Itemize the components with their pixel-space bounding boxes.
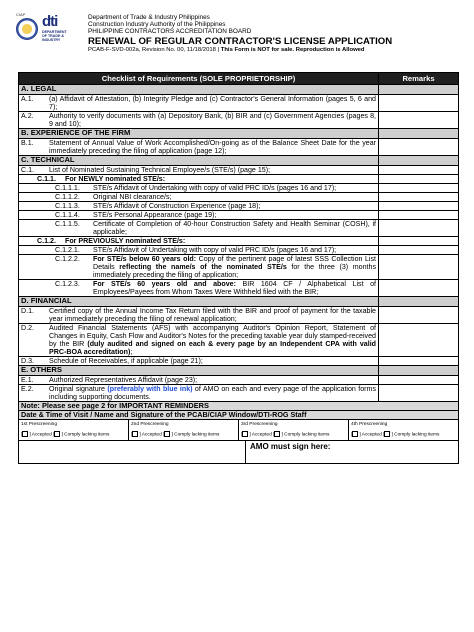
remarks-cell[interactable] bbox=[379, 112, 459, 129]
item-c123: C.1.2.3. For STE/s 60 years old and above: BIR 1604 CF / Alphabetical List of Employees/Payees from Whom Taxes Were Withheld filed with the BIR; bbox=[19, 280, 459, 297]
prescreening-3[interactable]: 3rd Prescreening [ ] Accepted [ ] Comply lacking items bbox=[239, 420, 349, 440]
dept-name: Department of Trade & Industry Philippines bbox=[88, 14, 210, 21]
remarks-cell[interactable] bbox=[379, 95, 459, 112]
item-b1: B.1. Statement of Annual Value of Work Accomplished/On-going as of the Balance Sheet Date for the year immediately preceding the filing of application (page 12); bbox=[19, 139, 459, 156]
remarks-cell[interactable] bbox=[379, 211, 459, 220]
item-e2: E.2. Original signature (preferably with blue ink) of AMO on each and every page of the application forms including supporting documents. bbox=[19, 385, 459, 402]
remarks-header: Remarks bbox=[379, 73, 459, 85]
dti-logo: dti DEPARTMENT OF TRADE & INDUSTRY bbox=[42, 13, 67, 42]
logo-group bbox=[16, 12, 76, 58]
remarks-cell[interactable] bbox=[379, 246, 459, 255]
item-a1: A.1. (a) Affidavit of Attestation, (b) Integrity Pledge and (c) Contractor's General Information (pages 5, 6 and 7); bbox=[19, 95, 459, 112]
checklist-header: Checklist of Requirements (SOLE PROPRIETORSHIP) bbox=[19, 73, 379, 85]
note-row: Note: Please see page 2 for IMPORTANT REMINDERS bbox=[19, 402, 459, 411]
section-others: E. OTHERS bbox=[19, 366, 459, 376]
remarks-cell[interactable] bbox=[379, 255, 459, 280]
item-e1: E.1. Authorized Representatives Affidavit (page 23); bbox=[19, 376, 459, 385]
remarks-cell[interactable] bbox=[379, 237, 459, 246]
remarks-cell[interactable] bbox=[379, 202, 459, 211]
item-c111: C.1.1.1. STE/s Affidavit of Undertaking with copy of valid PRC ID/s (pages 16 and 17); bbox=[19, 184, 459, 193]
checklist-table bbox=[18, 72, 459, 464]
item-d2: D.2. Audited Financial Statements (AFS) with accompanying Auditor's Opinion Report, Statement of Changes in Equity, Cash Flow and Auditor's Notes for the preceding taxable year duly stamped-received by the BIR (duly audited and signed on each & every page by an Independent CPA with valid PRC-BOA accreditation); bbox=[19, 324, 459, 357]
section-financial: D. FINANCIAL bbox=[19, 297, 459, 307]
item-c114: C.1.1.4. STE/s Personal Appearance (page 19); bbox=[19, 211, 459, 220]
item-d3: D.3. Schedule of Receivables, if applicable (page 21); bbox=[19, 357, 459, 366]
prescreening-row bbox=[19, 420, 459, 441]
remarks-cell[interactable] bbox=[379, 139, 459, 156]
amo-signature-field[interactable]: AMO must sign here: bbox=[250, 442, 331, 451]
blank-signature-area[interactable] bbox=[19, 441, 246, 463]
remarks-cell[interactable] bbox=[379, 166, 459, 175]
remarks-cell[interactable] bbox=[379, 280, 459, 297]
prescreening-2[interactable]: 2nd Prescreening [ ] Accepted [ ] Comply lacking items bbox=[129, 420, 239, 440]
remarks-cell[interactable] bbox=[379, 220, 459, 237]
remarks-cell[interactable] bbox=[379, 307, 459, 324]
ciap-seal-text: CIAP bbox=[16, 12, 26, 17]
remarks-cell[interactable] bbox=[379, 193, 459, 202]
remarks-cell[interactable] bbox=[379, 357, 459, 366]
item-c1: C.1. List of Nominated Sustaining Technical Employee/s (STE/s) (page 15); bbox=[19, 166, 459, 175]
form-title: RENEWAL OF REGULAR CONTRACTOR'S LICENSE APPLICATION bbox=[88, 36, 393, 47]
item-c115: C.1.1.5. Certificate of Completion of 40-hour Construction Safety and Health Seminar (COSH), if applicable; bbox=[19, 220, 459, 237]
remarks-cell[interactable] bbox=[379, 385, 459, 402]
item-c121: C.1.2.1. STE/s Affidavit of Undertaking with copy of valid PRC ID/s (pages 16 and 17); bbox=[19, 246, 459, 255]
section-legal: A. LEGAL bbox=[19, 85, 459, 95]
form-header bbox=[88, 14, 458, 54]
ciap-seal-logo bbox=[16, 18, 38, 40]
remarks-cell[interactable] bbox=[379, 376, 459, 385]
prescreening-4[interactable]: 4th Prescreening [ ] Accepted [ ] Comply lacking items bbox=[351, 422, 440, 437]
visit-row: Date & Time of Visit / Name and Signature of the PCAB/CIAP Window/DTI-ROG Staff bbox=[19, 411, 459, 420]
item-c12: C.1.2. For PREVIOUSLY nominated STE/s: bbox=[19, 237, 459, 246]
remarks-cell[interactable] bbox=[379, 184, 459, 193]
ciap-name: Construction Industry Authority of the Philippines bbox=[88, 21, 226, 28]
item-c113: C.1.1.3. STE/s Affidavit of Construction Experience (page 18); bbox=[19, 202, 459, 211]
pcab-name: PHILIPPINE CONTRACTORS ACCREDITATION BOARD bbox=[88, 28, 252, 35]
section-experience: B. EXPERIENCE OF THE FIRM bbox=[19, 129, 459, 139]
table-header-row bbox=[19, 73, 459, 85]
form-control-line: PCAB-F-SVD-002a, Revision No. 00, 11/18/2018 | This Form is NOT for sale. Reproduction is Allowed bbox=[88, 47, 365, 53]
item-c112: C.1.1.2. Original NBI clearance/s; bbox=[19, 193, 459, 202]
item-d1: D.1. Certified copy of the Annual Income Tax Return filed with the BIR and proof of payment for the taxable year immediately preceding the filing of renewal application; bbox=[19, 307, 459, 324]
section-technical: C. TECHNICAL bbox=[19, 156, 459, 166]
amo-sign-row bbox=[19, 441, 459, 464]
prescreening-1[interactable]: 1st Prescreening [ ] Accepted [ ] Comply lacking items bbox=[19, 420, 129, 440]
item-c11: C.1.1. For NEWLY nominated STE/s: bbox=[19, 175, 459, 184]
remarks-cell[interactable] bbox=[379, 324, 459, 357]
item-a2: A.2. Authority to verify documents with (a) Depository Bank, (b) BIR and (c) Government Agencies (pages 8, 9 and 10); bbox=[19, 112, 459, 129]
remarks-cell[interactable] bbox=[379, 175, 459, 184]
item-c122: C.1.2.2. For STE/s below 60 years old: Copy of the pertinent page of latest SSS Collection List Details reflecting the name/s of the nominated STE/s for the three (3) months immediately preceding the filing of application; bbox=[19, 255, 459, 280]
